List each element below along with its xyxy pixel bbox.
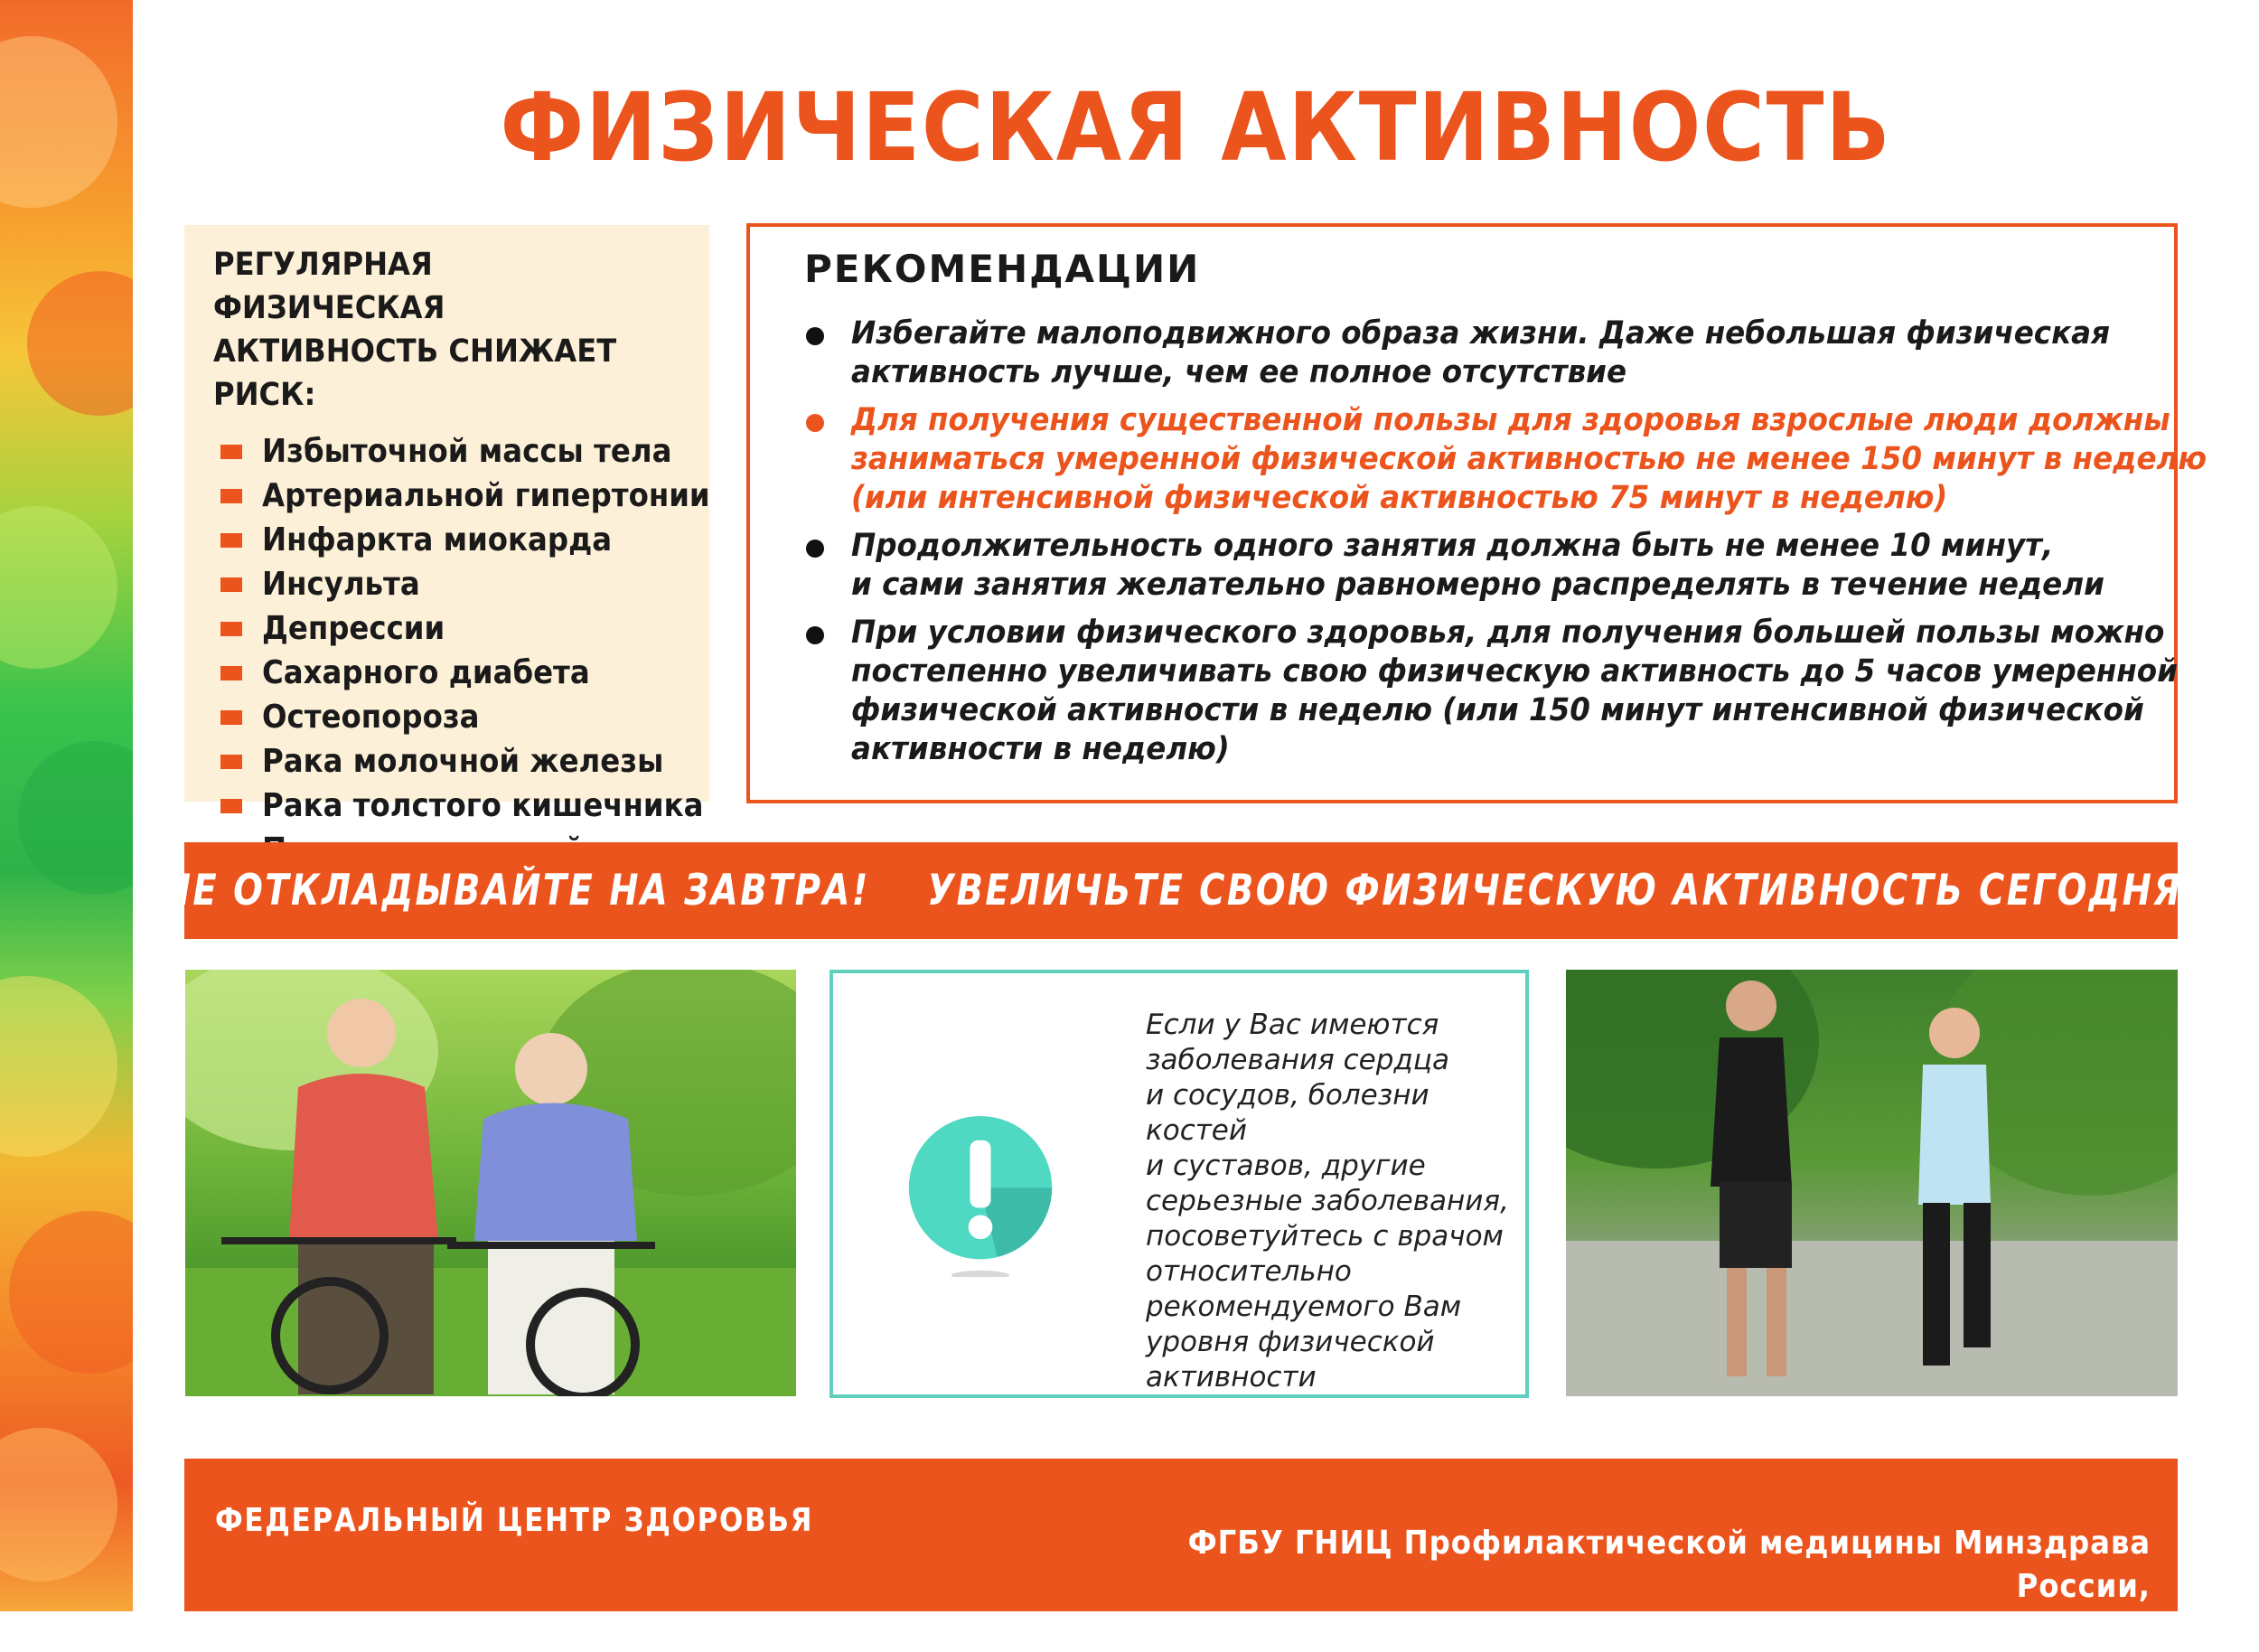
- bullet-square-icon: [220, 445, 242, 459]
- decorative-side-strip: [0, 0, 133, 1611]
- recommendation-item: [804, 314, 2147, 392]
- recommendation-item: [804, 527, 2147, 605]
- call-to-action-banner: [161, 842, 2201, 939]
- risk-item-label: Избыточной массы тела: [262, 433, 672, 470]
- list-item: [213, 784, 709, 828]
- seniors-cycling-illustration: [185, 970, 796, 1396]
- list-item: [213, 474, 709, 518]
- decor-circle: [0, 506, 117, 669]
- decor-circle: [0, 1428, 117, 1582]
- photo-seniors-cycling: [185, 970, 796, 1396]
- decor-circle: [0, 36, 117, 208]
- risk-reduction-panel: [184, 225, 710, 824]
- photo-couple-jogging: [1566, 970, 2178, 1396]
- list-item: [213, 606, 709, 651]
- list-item: [213, 562, 709, 606]
- decor-circle: [0, 976, 117, 1157]
- list-item: [213, 518, 709, 562]
- recommendation-item-highlighted: [804, 401, 2207, 518]
- bullet-dot-icon: [806, 327, 824, 345]
- recommendation-line: активности в неделю): [851, 731, 1230, 767]
- bullet-square-icon: [220, 755, 242, 769]
- recommendation-line: физической активности в неделю (или 150 минут интенсивной физической: [851, 692, 2144, 728]
- bullet-dot-icon: [806, 540, 824, 558]
- recommendation-line: Избегайте малоподвижного образа жизни. Даже небольшая физическая: [851, 315, 2111, 352]
- recommendations-heading: РЕКОМЕНДАЦИИ: [804, 247, 1201, 291]
- bullet-square-icon: [220, 666, 242, 681]
- footer-organization-left: ФЕДЕРАЛЬНЫЙ ЦЕНТР ЗДОРОВЬЯ: [215, 1502, 814, 1539]
- footer-organization-right: [1066, 1478, 2151, 1652]
- recommendation-line: заниматься умеренной физической активностью не менее 150 минут в неделю: [851, 441, 2207, 477]
- footer-organization-right-text: ФГБУ ГНИЦ Профилактической медицины Минздрава России, Москва: [1187, 1525, 2151, 1648]
- list-item: [213, 695, 709, 739]
- risk-heading-line-1: РЕГУЛЯРНАЯ ФИЗИЧЕСКАЯ: [213, 247, 445, 326]
- risk-item-label: Инсульта: [262, 566, 420, 603]
- bullet-square-icon: [220, 489, 242, 503]
- decor-circle: [27, 271, 133, 416]
- bullet-square-icon: [220, 577, 242, 592]
- page-title: ФИЗИЧЕСКАЯ АКТИВНОСТЬ: [500, 72, 1892, 183]
- risk-item-label: Депрессии: [262, 610, 445, 647]
- couple-jogging-illustration: [1566, 970, 2178, 1396]
- decor-circle: [18, 741, 133, 895]
- bullet-square-icon: [220, 799, 242, 813]
- warning-text: Если у Вас имеются заболевания сердца и сосудов, болезни костей и суставов, другие серьезные заболевания, посоветуйтесь с врачом относительно рекомендуемого Вам уровня физической активности: [1146, 1009, 1509, 1394]
- recommendation-item: [804, 614, 2178, 769]
- recommendation-line: Для получения существенной пользы для здоровья взрослые люди должны: [851, 402, 2170, 438]
- bullet-square-icon: [220, 622, 242, 636]
- recommendation-line: Продолжительность одного занятия должна быть не менее 10 минут,: [851, 528, 2054, 564]
- bullet-square-icon: [220, 533, 242, 548]
- decor-circle: [9, 1211, 133, 1374]
- risk-item-label: Инфаркта миокарда: [262, 521, 613, 558]
- recommendation-line: При условии физического здоровья, для получения большей пользы можно: [851, 615, 2165, 651]
- risk-item-label: Рака толстого кишечника: [262, 787, 704, 824]
- risk-item-label: Остеопороза: [262, 699, 480, 736]
- bullet-dot-icon: [806, 626, 824, 644]
- recommendation-line: (или интенсивной физической активностью 75 минут в неделю): [851, 480, 1948, 516]
- banner-text: НЕ ОТКЛАДЫВАЙТЕ НА ЗАВТРА! УВЕЛИЧЬТЕ СВОЮ ФИЗИЧЕСКУЮ АКТИВНОСТЬ СЕГОДНЯ!: [161, 866, 2201, 915]
- risk-item-label: Сахарного диабета: [262, 654, 590, 691]
- recommendations-list: [804, 314, 2207, 769]
- recommendation-line: активность лучше, чем ее полное отсутствие: [851, 354, 1627, 390]
- bullet-dot-icon: [806, 414, 824, 432]
- list-item: [213, 739, 709, 784]
- recommendation-line: и сами занятия желательно равномерно распределять в течение недели: [851, 567, 2104, 603]
- risk-heading-line-2: АКТИВНОСТЬ СНИЖАЕТ РИСК:: [213, 333, 617, 413]
- list-item: [213, 429, 709, 474]
- recommendation-line: постепенно увеличивать свою физическую активность до 5 часов умеренной: [851, 653, 2178, 690]
- medical-warning-panel: [830, 970, 1529, 1398]
- recommendations-panel: [746, 223, 2207, 803]
- footer-bar: [184, 1459, 2178, 1648]
- risk-item-label: Рака молочной железы: [262, 743, 664, 780]
- risk-item-label: Артериальной гипертонии: [262, 477, 710, 514]
- risk-list: [213, 429, 709, 872]
- list-item: [213, 651, 709, 695]
- bullet-square-icon: [220, 710, 242, 725]
- exclamation-icon: [900, 1116, 1061, 1277]
